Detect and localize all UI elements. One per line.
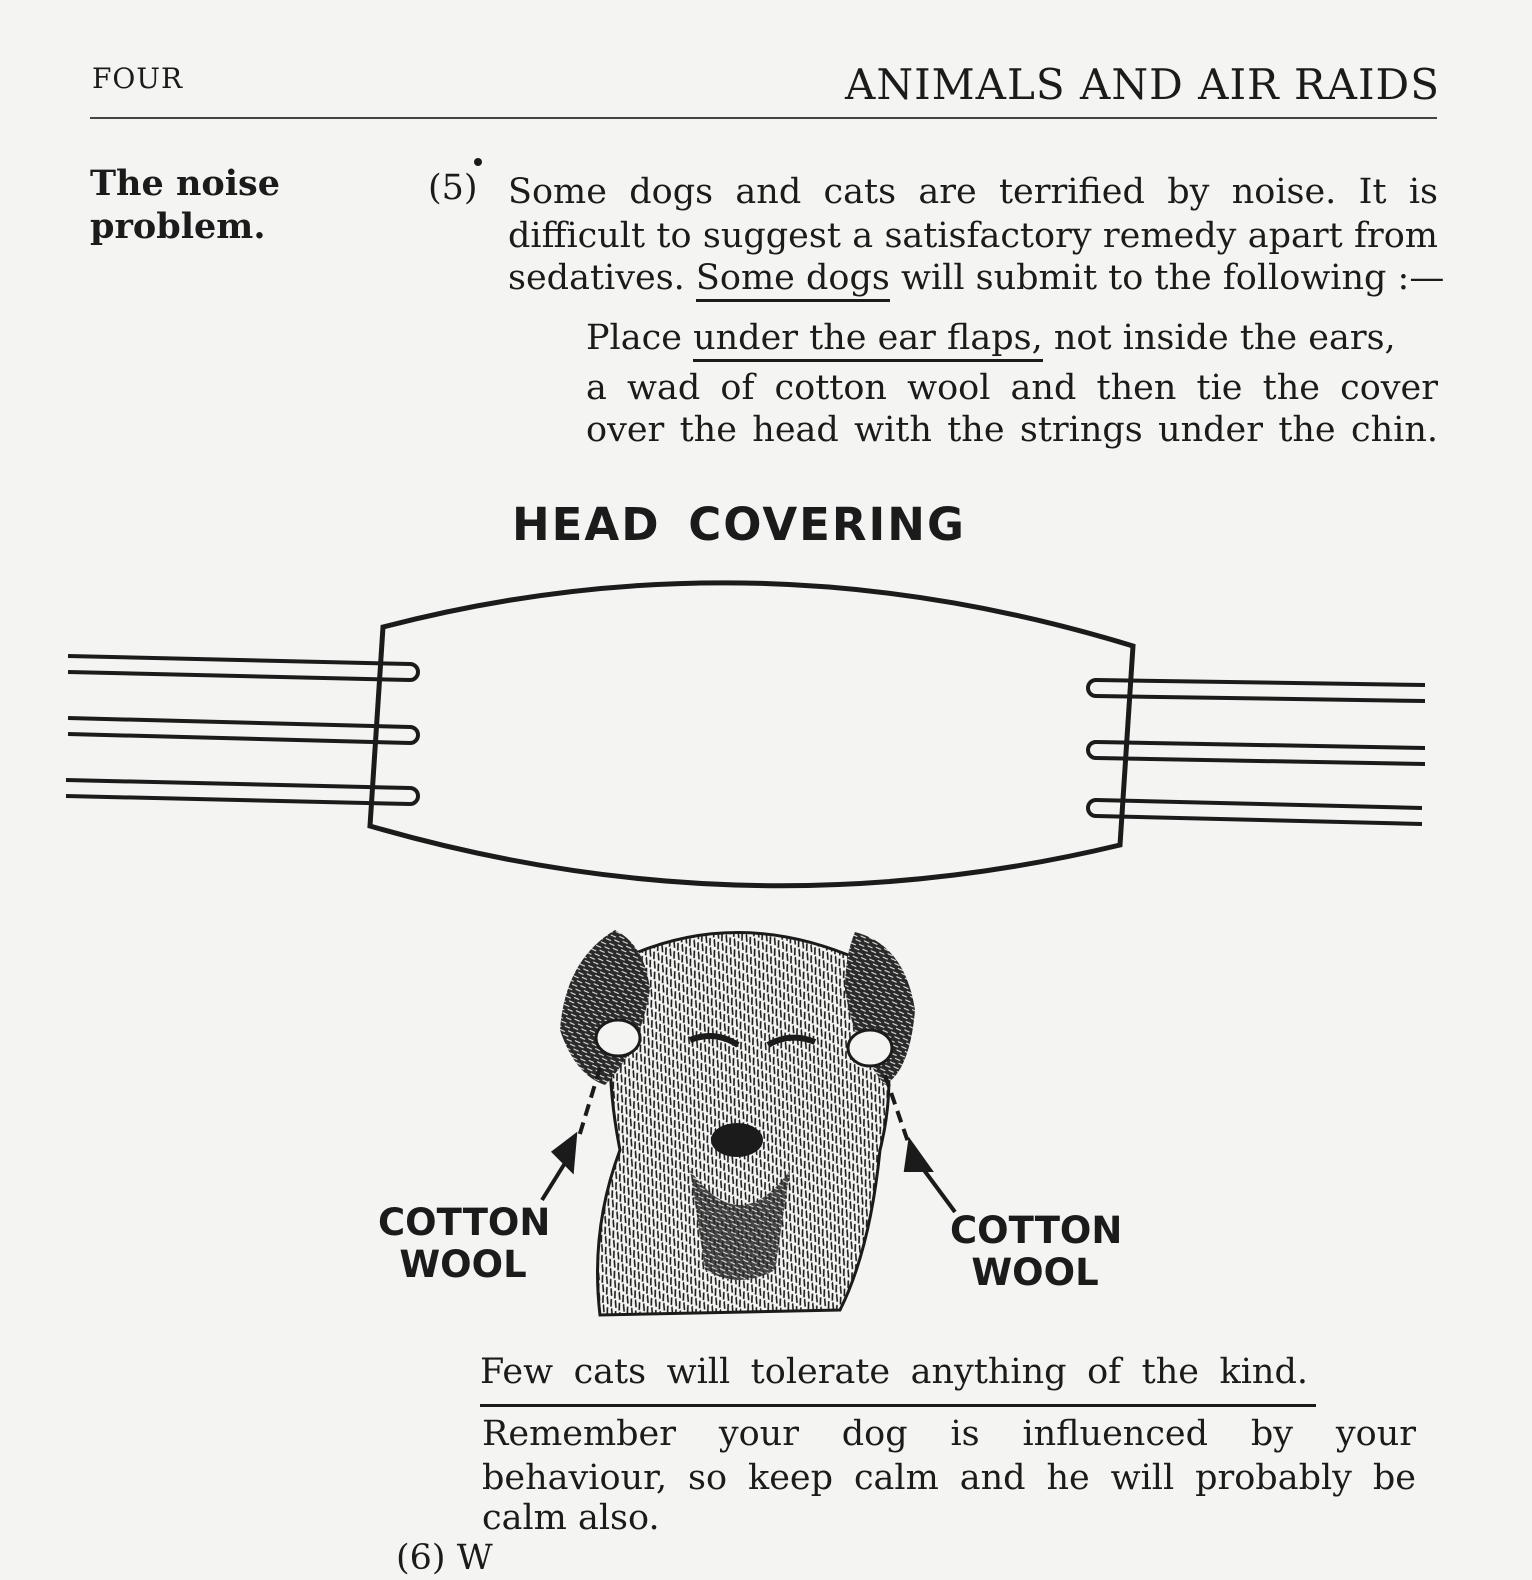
- running-title: ANIMALS AND AIR RAIDS: [844, 60, 1440, 109]
- arrow-right: [885, 1075, 955, 1212]
- cotton-wool-label-right: COTTON WOOL: [950, 1209, 1123, 1294]
- diagram-title: HEAD COVERING: [512, 498, 966, 551]
- instruction-line-3: over the head with the strings under the chin.: [586, 410, 1438, 450]
- cover-outline: [370, 583, 1133, 886]
- dog-head-illustration: [560, 930, 915, 1315]
- instruction-line-2: a wad of cotton wool and then tie the cover: [586, 368, 1438, 408]
- cotton-wool-label-left: COTTON WOOL: [378, 1201, 551, 1286]
- remember-line-3: calm also.: [482, 1498, 660, 1538]
- dog-nose: [711, 1123, 763, 1157]
- cats-underline: [480, 1404, 1316, 1407]
- next-item-cutoff: (6) W: [396, 1538, 493, 1578]
- arrow-left: [542, 1068, 600, 1200]
- paragraph-line-3a: sedatives.: [508, 258, 685, 298]
- instruction-not-inside: not inside the ears,: [1053, 318, 1396, 358]
- paragraph-line-2: difficult to suggest a satisfactory remedy apart from: [508, 216, 1438, 256]
- underlined-some-dogs: Some dogs: [696, 258, 890, 302]
- paragraph-line-3b: will submit to the following :—: [900, 258, 1445, 298]
- cotton-wad-left: [596, 1020, 640, 1056]
- instruction-place: Place: [586, 318, 682, 358]
- cotton-wad-right: [848, 1030, 892, 1066]
- remember-line-1: Remember your dog is influenced by your: [482, 1414, 1416, 1454]
- paragraph-number: (5): [428, 168, 478, 208]
- page-label: FOUR: [92, 62, 184, 95]
- paragraph-line-1: Some dogs and cats are terrified by noise. It is: [508, 172, 1438, 212]
- underlined-ear-flaps: under the ear flaps,: [693, 318, 1043, 362]
- strings-right: [1088, 680, 1425, 824]
- remember-line-2: behaviour, so keep calm and he will probably be: [482, 1458, 1416, 1498]
- cats-line: Few cats will tolerate anything of the kind.: [480, 1352, 1308, 1392]
- margin-note: The noise problem.: [90, 163, 281, 247]
- strings-left: [66, 656, 418, 804]
